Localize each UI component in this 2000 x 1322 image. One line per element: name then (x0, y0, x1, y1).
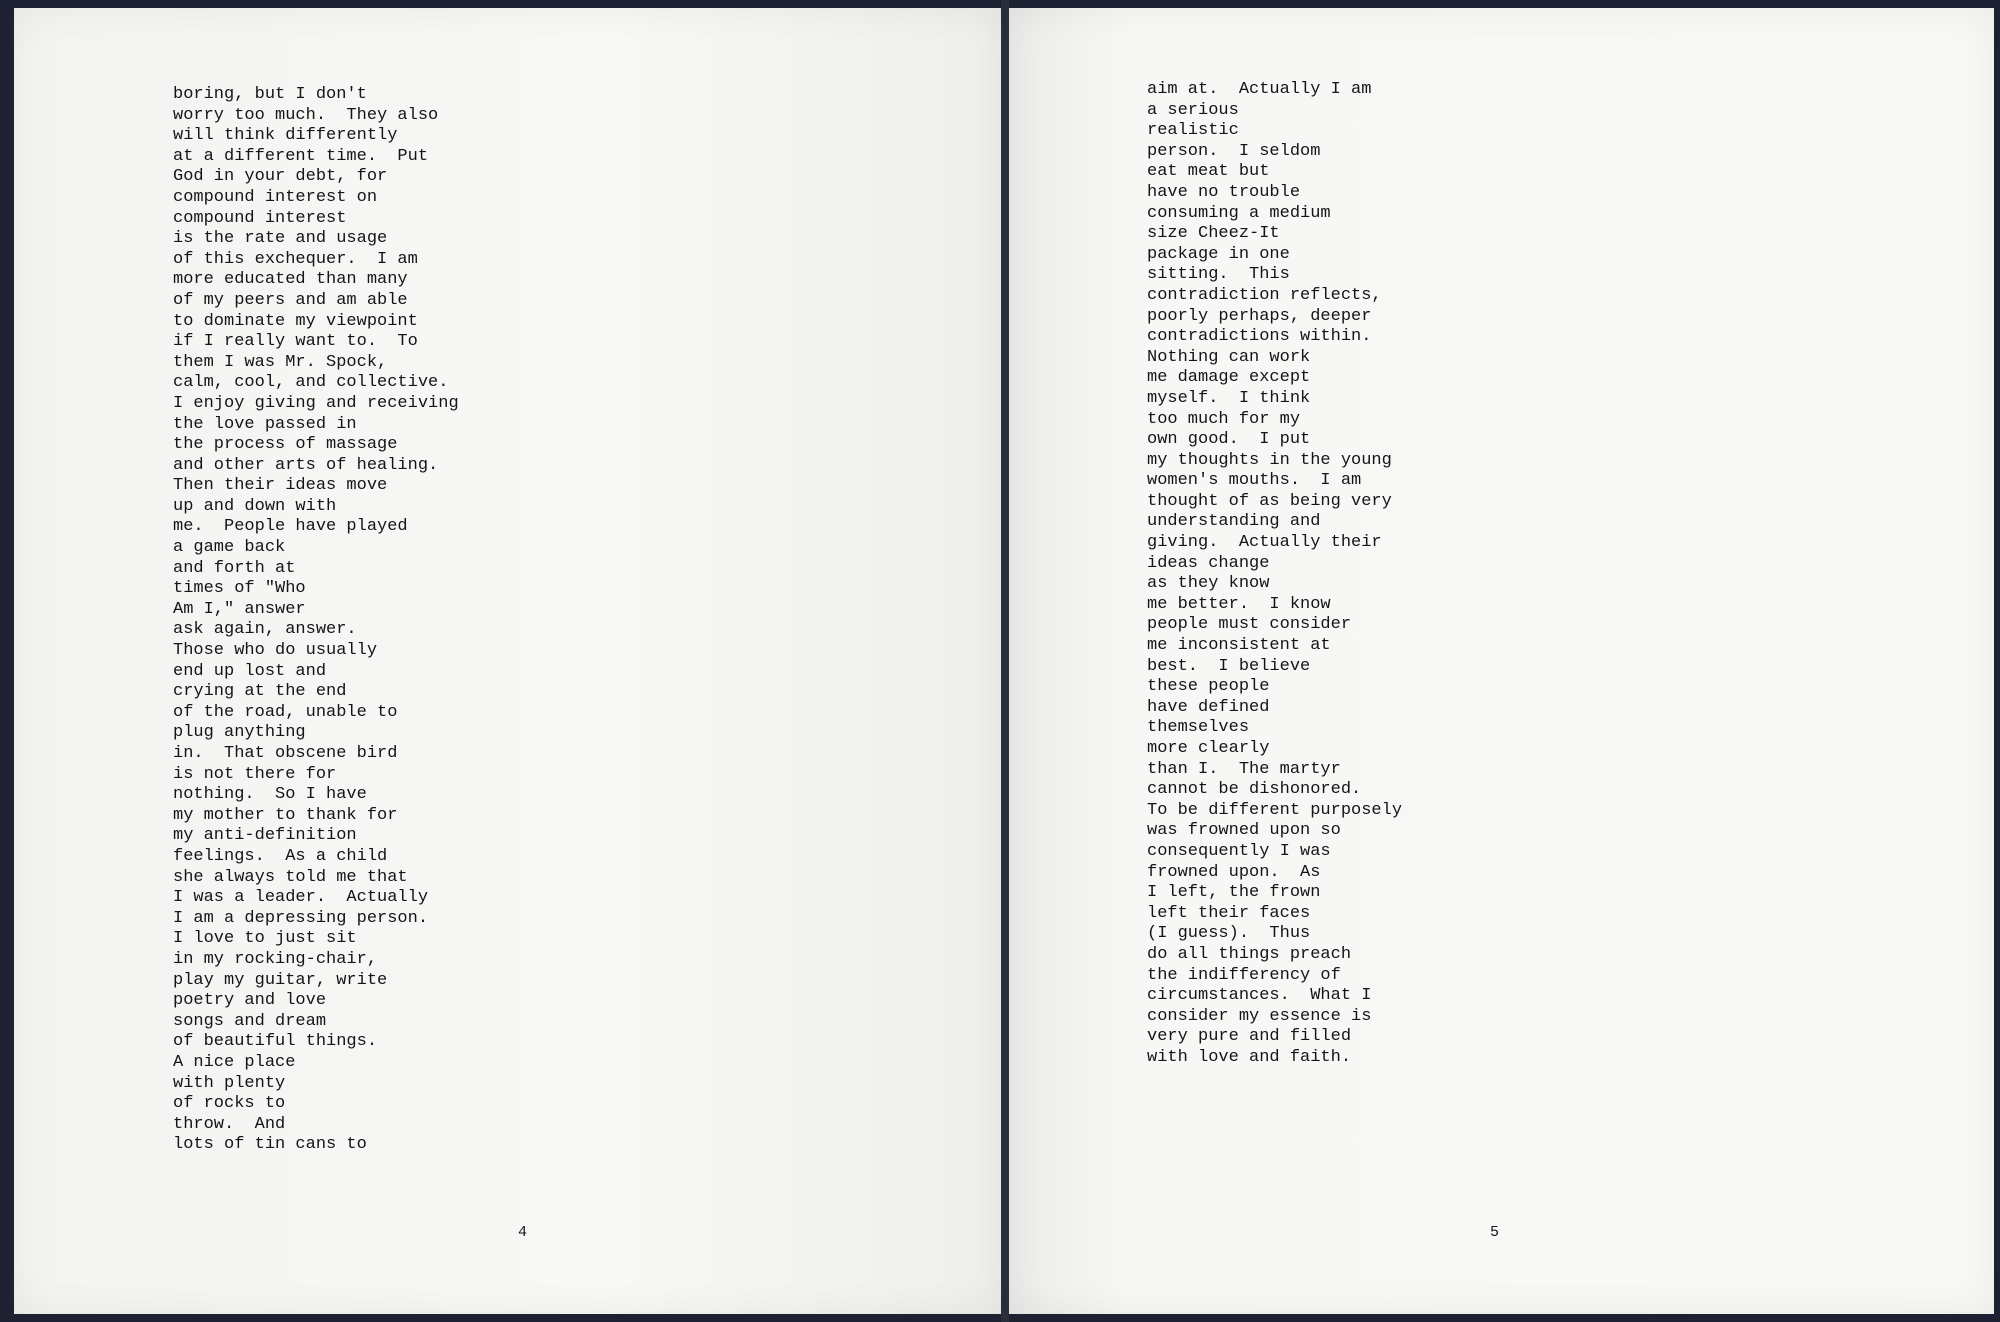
text-line: consuming a medium (1147, 203, 1331, 223)
text-line: aim at. Actually I am (1147, 80, 1372, 99)
text-line: of rocks to (173, 1094, 286, 1114)
text-line: me. People have played (173, 517, 408, 537)
text-line: my thoughts in the young (1147, 450, 1392, 470)
text-line: of beautiful things. (173, 1032, 378, 1052)
text-line: of my peers and am able (173, 290, 408, 310)
text-line: left their faces (1147, 903, 1311, 923)
text-line: sitting. This (1147, 265, 1290, 285)
text-line: contradictions within. (1147, 327, 1372, 347)
text-line: frowned upon. As (1147, 862, 1321, 882)
text-line: people must consider (1147, 615, 1352, 635)
text-line: in. That obscene bird (173, 744, 398, 763)
text-line: compound interest (173, 208, 347, 228)
right-page-number: 5 (1490, 1224, 1500, 1241)
text-line: of the road, unable to (173, 702, 398, 722)
text-line: realistic (1147, 121, 1239, 141)
text-line: feelings. As a child (173, 846, 388, 866)
text-line: worry too much. They also (173, 105, 439, 125)
text-line: eat meat but (1147, 162, 1270, 182)
text-line: circumstances. What I (1147, 986, 1372, 1006)
text-line: throw. And (173, 1114, 286, 1134)
text-line: plug anything (173, 723, 306, 743)
text-line: person. I seldom (1147, 141, 1321, 161)
text-line: to dominate my viewpoint (173, 311, 418, 331)
text-line: lots of tin cans to (173, 1135, 367, 1155)
text-line: themselves (1147, 718, 1250, 738)
text-line: do all things preach (1147, 944, 1352, 964)
text-line: boring, but I don't (173, 85, 367, 104)
text-line: my anti-definition (173, 826, 357, 846)
text-line: as they know (1147, 574, 1270, 594)
text-line: these people (1147, 677, 1270, 697)
text-line: calm, cool, and collective. (173, 373, 449, 393)
text-line: have no trouble (1147, 182, 1301, 202)
text-line: in my rocking-chair, (173, 949, 378, 969)
text-line: consider my essence is (1147, 1006, 1372, 1026)
text-line: I enjoy giving and receiving (173, 393, 459, 413)
right-page-poem-text (1147, 80, 1402, 1069)
text-line: ideas change (1147, 553, 1270, 573)
text-line: crying at the end (173, 682, 347, 702)
text-line: of this exchequer. I am (173, 249, 418, 269)
text-line: play my guitar, write (173, 970, 388, 990)
text-line: the indifferency of (1147, 965, 1341, 985)
text-line: Nothing can work (1147, 347, 1311, 367)
text-line: me inconsistent at (1147, 636, 1331, 656)
text-line: giving. Actually their (1147, 533, 1382, 553)
text-line: own good. I put (1147, 430, 1311, 450)
text-line: package in one (1147, 244, 1290, 264)
text-line: the process of massage (173, 435, 398, 455)
text-line: understanding and (1147, 512, 1321, 532)
text-line: than I. The martyr (1147, 759, 1341, 779)
text-line: God in your debt, for (173, 167, 388, 187)
text-line: me better. I know (1147, 594, 1331, 614)
text-line: songs and dream (173, 1011, 327, 1031)
text-line: very pure and filled (1147, 1027, 1352, 1047)
text-line: best. I believe (1147, 656, 1311, 676)
text-line: ask again, answer. (173, 620, 357, 640)
text-line: more educated than many (173, 270, 408, 290)
text-line: I am a depressing person. (173, 908, 429, 928)
text-line: cannot be dishonored. (1147, 780, 1362, 800)
text-line: my mother to thank for (173, 805, 398, 825)
left-page-poem-text (173, 85, 459, 1156)
text-line: up and down with (173, 496, 337, 516)
text-line: size Cheez-It (1147, 224, 1280, 244)
text-line: compound interest on (173, 187, 378, 207)
text-line: Am I," answer (173, 599, 306, 619)
text-line: (I guess). Thus (1147, 924, 1311, 944)
text-line: poetry and love (173, 991, 327, 1011)
text-line: will think differently (173, 126, 398, 146)
text-line: more clearly (1147, 739, 1270, 758)
text-line: a serious (1147, 100, 1239, 120)
left-page (14, 8, 1001, 1314)
text-line: if I really want to. To (173, 332, 418, 352)
text-line: poorly perhaps, deeper (1147, 306, 1372, 326)
text-line: with plenty (173, 1073, 286, 1093)
text-line: times of "Who (173, 579, 306, 599)
text-line: is not there for (173, 764, 337, 784)
text-line: me damage except (1147, 368, 1311, 388)
text-line: A nice place (173, 1052, 296, 1072)
text-line: myself. I think (1147, 388, 1311, 408)
text-line: is the rate and usage (173, 229, 388, 249)
text-line: thought of as being very (1147, 491, 1392, 511)
text-line: Then their ideas move (173, 476, 388, 496)
text-line: end up lost and (173, 661, 327, 681)
text-line: I was a leader. Actually (173, 888, 429, 908)
text-line: Those who do usually (173, 641, 378, 661)
text-line: To be different purposely (1147, 800, 1403, 820)
text-line: at a different time. Put (173, 146, 429, 166)
text-line: have defined (1147, 697, 1270, 717)
text-line: a game back (173, 538, 286, 558)
text-line: the love passed in (173, 414, 357, 434)
text-line: and other arts of healing. (173, 455, 439, 475)
text-line: women's mouths. I am (1147, 471, 1362, 491)
text-line: and forth at (173, 558, 296, 578)
text-line: nothing. So I have (173, 785, 367, 805)
text-line: she always told me that (173, 867, 408, 887)
text-line: was frowned upon so (1147, 821, 1341, 841)
text-line: with love and faith. (1147, 1047, 1352, 1067)
text-line: consequently I was (1147, 841, 1331, 861)
text-line: I left, the frown (1147, 883, 1321, 903)
text-line: contradiction reflects, (1147, 285, 1382, 305)
book-gutter (1001, 0, 1009, 1322)
left-page-number: 4 (518, 1224, 528, 1241)
text-line: them I was Mr. Spock, (173, 352, 388, 372)
text-line: too much for my (1147, 409, 1301, 429)
text-line: I love to just sit (173, 929, 357, 949)
